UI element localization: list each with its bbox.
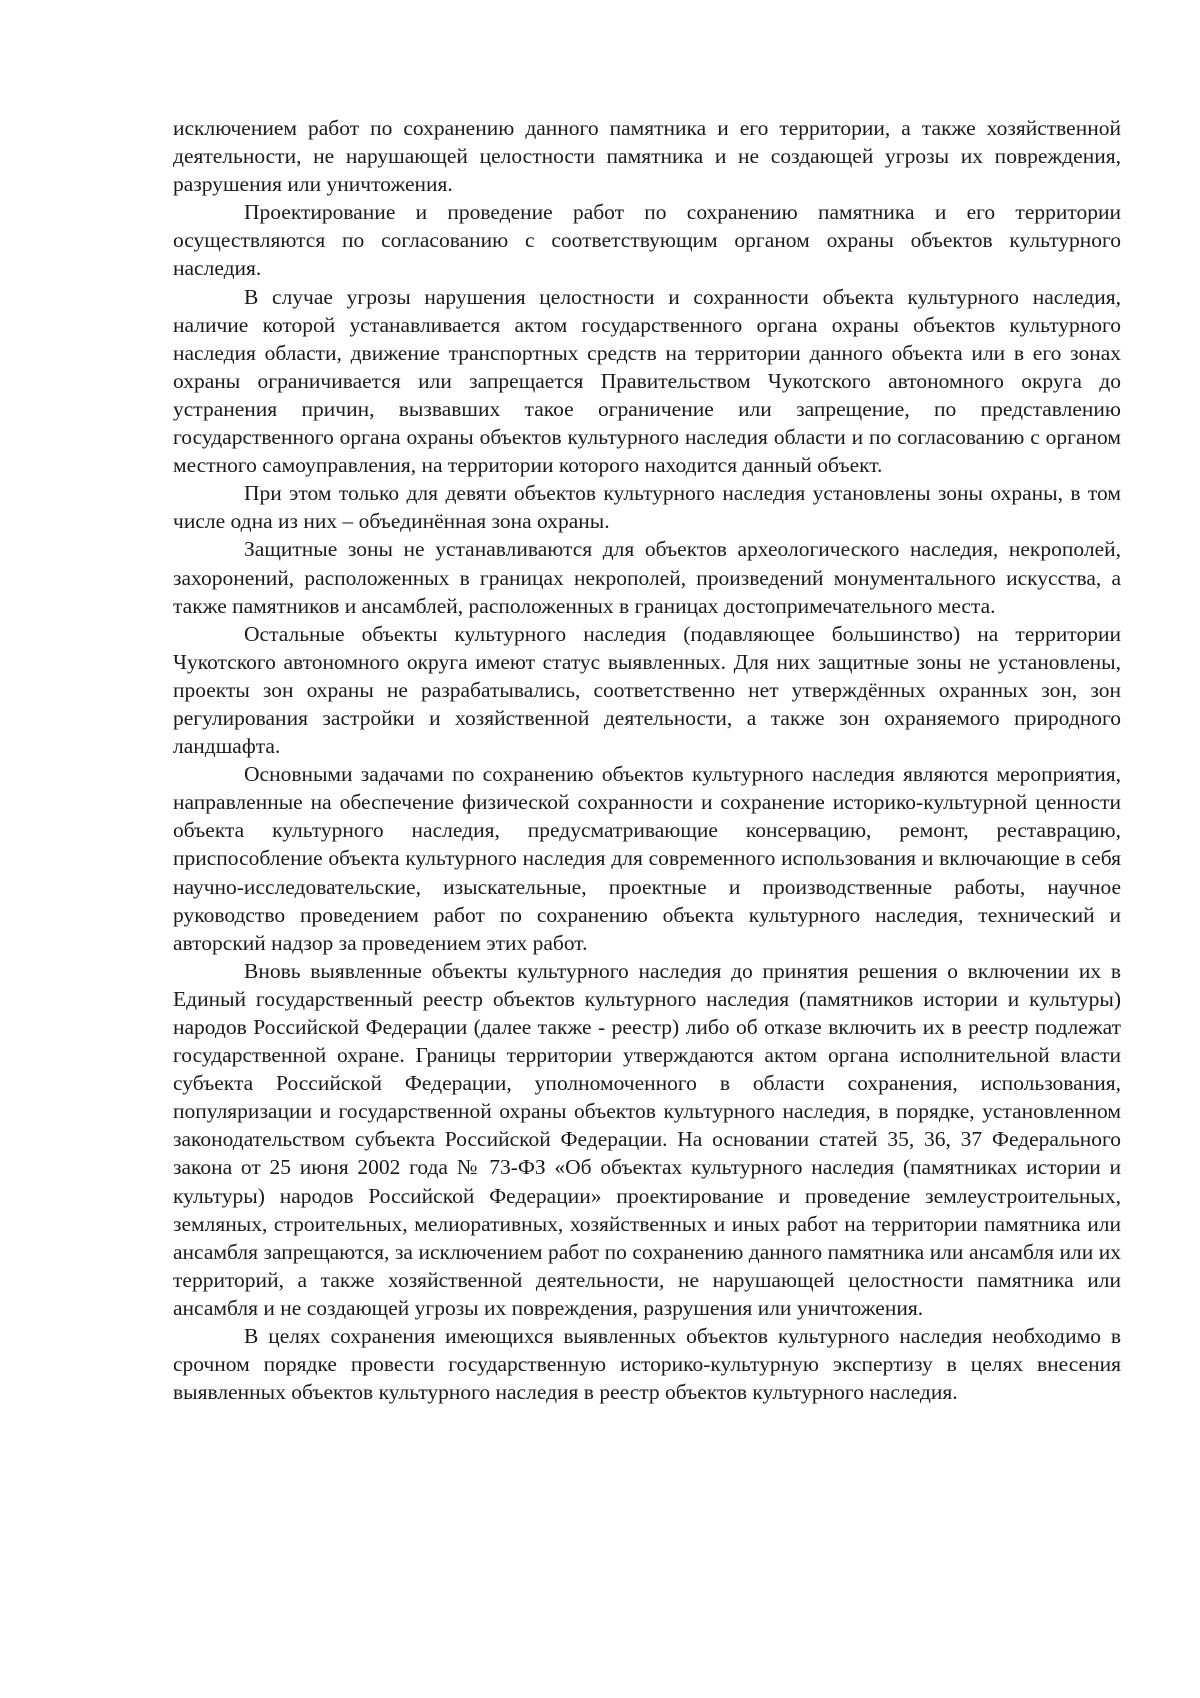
paragraph-protection-zones: При этом только для девяти объектов культурного наследия установлены зоны охраны, в том числе одна из них – объединённая зона охраны.: [173, 481, 1121, 534]
paragraph-traffic-restriction: В случае угрозы нарушения целостности и сохранности объекта культурного наследия, наличие которой устанавливается актом государственного органа охраны объектов культурного наследия области, движение транспортных средств на территории данного объекта или в его зонах охраны ограничивается или запрещается Правительством Чукотского автономного округа до устранения причин, вызвавших такое ограничение или запрещение, по представлению государственного органа охраны объектов культурного наследия области и по согласованию с органом местного самоуправления, на территории которого находится данный объект.: [173, 284, 1121, 478]
paragraph-continuation: исключением работ по сохранению данного памятника и его территории, а также хозяйственной деятельности, не нарушающей целостности памятника и не создающей угрозы их повреждения, разрушения или уничтожения.: [173, 116, 1121, 197]
paragraph-design-approval: Проектирование и проведение работ по сохранению памятника и его территории осуществляются по согласованию с соответствующим органом охраны объектов культурного наследия.: [173, 200, 1121, 281]
paragraph-no-protective-zones: Защитные зоны не устанавливаются для объектов археологического наследия, некрополей, захоронений, расположенных в границах некрополей, произведений монументального искусства, а также памятников и ансамблей, расположенных в границах достопримечательного места.: [173, 537, 1121, 618]
paragraph-expertise: В целях сохранения имеющихся выявленных объектов культурного наследия необходимо в срочном порядке провести государственную историко-культурную экспертизу в целях внесения выявленных объектов культурного наследия в реестр объектов культурного наследия.: [173, 1324, 1121, 1405]
paragraph-main-tasks: Основными задачами по сохранению объектов культурного наследия являются мероприятия, направленные на обеспечение физической сохранности и сохранение историко-культурной ценности объекта культурного наследия, предусматривающие консервацию, ремонт, реставрацию, приспособление объекта культурного наследия для современного использования и включающие в себя научно-исследовательские, изыскательные, проектные и производственные работы, научное руководство проведением работ по сохранению объекта культурного наследия, технический и авторский надзор за проведением этих работ.: [173, 762, 1121, 955]
document-page: [173, 114, 1121, 1406]
paragraph-identified-objects: Остальные объекты культурного наследия (подавляющее большинство) на территории Чукотского автономного округа имеют статус выявленных. Для них защитные зоны не установлены, проекты зон охраны не разрабатывались, соответственно нет утверждённых охранных зон, зон регулирования застройки и хозяйственной деятельности, а также зон охраняемого природного ландшафта.: [173, 621, 1121, 759]
paragraph-newly-identified: Вновь выявленные объекты культурного наследия до принятия решения о включении их в Единый государственный реестр объектов культурного наследия (памятников истории и культуры) народов Российской Федерации (далее также - реестр) либо об отказе включить их в реестр подлежат государственной охране. Границы территории утверждаются актом органа исполнительной власти субъекта Российской Федерации, уполномоченного в области сохранения, использования, популяризации и государственной охраны объектов культурного наследия, в порядке, установленном законодательством субъекта Российской Федерации. На основании статей 35, 36, 37 Федерального закона от 25 июня 2002 года № 73-ФЗ «Об объектах культурного наследия (памятниках истории и культуры) народов Российской Федерации» проектирование и проведение землеустроительных, земляных, строительных, мелиоративных, хозяйственных и иных работ на территории памятника или ансамбля запрещаются, за исключением работ по сохранению данного памятника или ансамбля или их территорий, а также хозяйственной деятельности, не нарушающей целостности памятника или ансамбля и не создающей угрозы их повреждения, разрушения или уничтожения.: [173, 958, 1121, 1320]
